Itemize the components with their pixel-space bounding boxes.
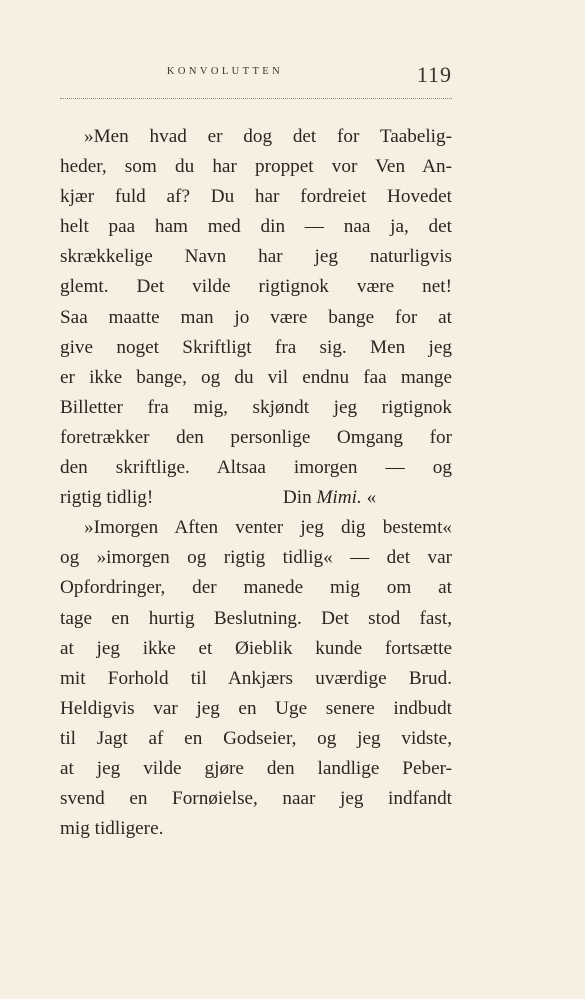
text-line: kjær fuld af? Du har fordreiet Hovedet <box>60 186 452 208</box>
text-line: glemt. Det vilde rigtignok være net! <box>60 276 452 298</box>
header-rule <box>60 98 452 99</box>
text-line: skrækkelige Navn har jeg naturligvis <box>60 246 452 268</box>
text-line: Billetter fra mig, skjøndt jeg rigtignok <box>60 396 452 418</box>
running-head <box>60 62 452 92</box>
text-line: heder, som du har proppet vor Ven An- <box>60 156 452 178</box>
text-line: Heldigvis var jeg en Uge senere indbudt <box>60 697 452 719</box>
text-line: at jeg vilde gjøre den landlige Peber- <box>60 757 452 779</box>
text-line: Saa maatte man jo være bange for at <box>60 306 452 328</box>
text-line: mig tidligere. <box>60 818 164 840</box>
text-line: tage en hurtig Beslutning. Det stod fast, <box>60 607 452 629</box>
text-line: foretrækker den personlige Omgang for <box>60 426 452 448</box>
closing-din: Din <box>282 487 312 509</box>
body-text <box>60 122 452 844</box>
text-line: er ikke bange, og du vil endnu faa mange <box>60 366 452 388</box>
signature-name: Mimi. <box>316 487 362 509</box>
text-line: til Jagt af en Godseier, og jeg vidste, <box>60 727 452 749</box>
running-title: KONVOLUTTEN <box>166 66 284 77</box>
letter-closing-line <box>60 483 452 513</box>
text-line: den skriftlige. Altsaa imorgen — og <box>60 457 452 479</box>
text-line: svend en Fornøielse, naar jeg indfandt <box>60 788 452 810</box>
closing-text: rigtig tidlig! <box>60 487 154 509</box>
closing-quote: « <box>366 487 377 509</box>
text-line: og »imorgen og rigtig tidlig« — det var <box>60 547 452 569</box>
text-line: »Imorgen Aften venter jeg dig bestemt« <box>84 517 452 539</box>
text-line: helt paa ham med din — naa ja, det <box>60 216 452 238</box>
text-line: give noget Skriftligt fra sig. Men jeg <box>60 336 452 358</box>
text-line: »Men hvad er dog det for Taabelig- <box>84 126 452 147</box>
page-number: 119 <box>416 62 452 87</box>
text-line: at jeg ikke et Øieblik kunde fortsætte <box>60 637 452 659</box>
text-line: Opfordringer, der manede mig om at <box>60 577 452 599</box>
text-line: mit Forhold til Ankjærs uværdige Brud. <box>60 667 452 689</box>
